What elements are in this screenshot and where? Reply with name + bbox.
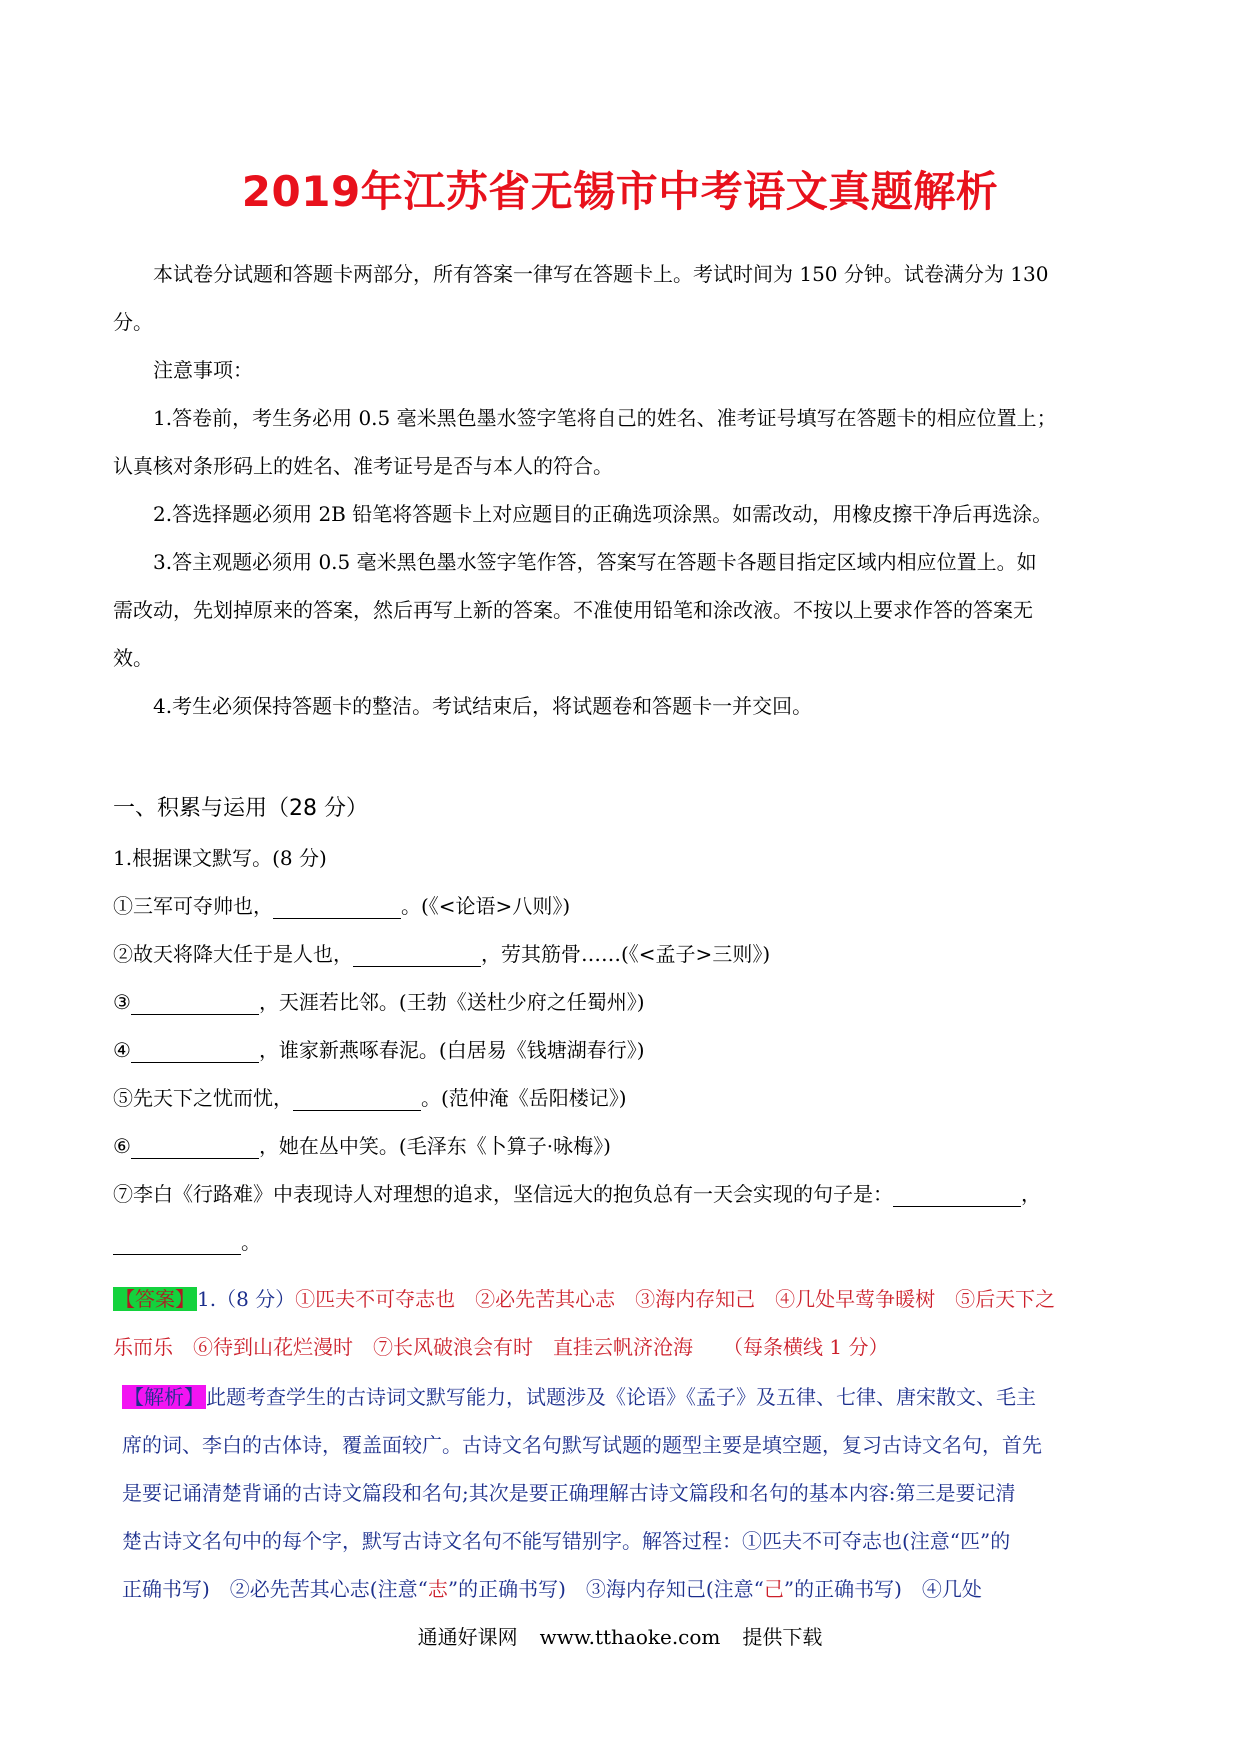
notice-1-line2: 认真核对条形码上的姓名、准考证号是否与本人的符合。	[113, 454, 613, 478]
footer-note: 提供下载	[742, 1625, 823, 1649]
notice-3-line3: 效。	[113, 646, 153, 670]
question-item-7: ⑦李白《行路难》中表现诗人对理想的追求，坚信远大的抱负总有一天会实现的句子是： ，	[113, 1170, 1135, 1218]
notice-4: 4.考生必须保持答题卡的整洁。考试结束后，将试题卷和答题卡一并交回。	[153, 694, 813, 718]
answer-block	[113, 1275, 1135, 1371]
notice-3-line2: 需改动，先划掉原来的答案，然后再写上新的答案。不准使用铅笔和涂改液。不按以上要求作答的答案无	[113, 598, 1033, 622]
answer-blank	[131, 1034, 259, 1063]
page-title: 2019年江苏省无锡市中考语文真题解析	[241, 167, 999, 216]
answer-blank	[893, 1178, 1021, 1207]
question-item-1: ①三军可夺帅也， 。(《<论语>八则》)	[113, 882, 1135, 930]
analysis-tag: 【解析】	[124, 1385, 204, 1409]
answer-blank	[293, 1082, 421, 1111]
notice-heading: 注意事项：	[153, 358, 253, 382]
notice-3-line1: 3.答主观题必须用 0.5 毫米黑色墨水签字笔作答，答案写在答题卡各题目指定区域内相应位置上。如	[153, 550, 1037, 574]
question-item-4: ④ ，谁家新燕啄春泥。(白居易《钱塘湖春行》)	[113, 1026, 1135, 1074]
analysis-line-4: 楚古诗文名句中的每个字，默写古诗文名句不能写错别字。解答过程：①匹夫不可夺志也(注意“匹”的	[122, 1529, 1011, 1553]
answer-line-2: 乐而乐 ⑥待到山花烂漫时 ⑦长风破浪会有时 直挂云帆济沧海 （每条横线 1 分）	[113, 1335, 889, 1359]
answer-text: ①匹夫不可夺志也 ②必先苦其心志 ③海内存知己 ④几处早莺争暖树 ⑤后天下之	[295, 1287, 1056, 1311]
question-item-7-cont: 。	[113, 1218, 1135, 1266]
question-1-heading: 1.根据课文默写。(8 分)	[113, 846, 327, 870]
answer-blank	[131, 1130, 259, 1159]
notice-2: 2.答选择题必须用 2B 铅笔将答题卡上对应题目的正确选项涂黑。如需改动，用橡皮擦干净后再选涂。	[153, 502, 1053, 526]
analysis-line-3: 是要记诵清楚背诵的古诗文篇段和名句;其次是要正确理解古诗文篇段和名句的基本内容:第三是要记清	[122, 1481, 1016, 1505]
footer-url-link[interactable]: www.tthaoke.com	[539, 1625, 721, 1649]
answer-line-1	[113, 1275, 1135, 1323]
analysis-line-5: 正确书写) ②必先苦其心志(注意“志”的正确书写) ③海内存知己(注意“己”的正确书写) ④几处	[122, 1577, 982, 1601]
answer-blank	[113, 1226, 241, 1255]
intro-paragraph-line1: 本试卷分试题和答题卡两部分，所有答案一律写在答题卡上。考试时间为 150 分钟。试卷满分为 130	[153, 262, 1049, 286]
notice-1-line1: 1.答卷前，考生务必用 0.5 毫米黑色墨水签字笔将自己的姓名、准考证号填写在答题卡的相应位置上；	[153, 406, 1057, 430]
intro-section	[113, 250, 1135, 730]
answer-blank	[131, 986, 259, 1015]
analysis-line-2: 席的词、李白的古体诗，覆盖面较广。古诗文名句默写试题的题型主要是填空题，复习古诗文名句，首先	[122, 1433, 1042, 1457]
section-title: 一、积累与运用（28 分）	[113, 796, 368, 821]
question-item-5: ⑤先天下之忧而忧， 。(范仲淹《岳阳楼记》)	[113, 1074, 1135, 1122]
question-item-6: ⑥ ，她在丛中笑。(毛泽东《卜算子·咏梅》)	[113, 1122, 1135, 1170]
answer-tag: 【答案】	[115, 1287, 195, 1311]
analysis-block	[122, 1373, 1135, 1613]
section-accumulation	[113, 784, 1135, 1266]
question-item-3: ③ ，天涯若比邻。(王勃《送杜少府之任蜀州》)	[113, 978, 1135, 1026]
answer-blank	[353, 938, 481, 967]
question-item-2: ②故天将降大任于是人也， ，劳其筋骨……(《<孟子>三则》)	[113, 930, 1135, 978]
footer-site-name: 通通好课网	[417, 1625, 518, 1649]
page-footer	[0, 1622, 1240, 1652]
answer-prefix: 1.（8 分）	[197, 1287, 296, 1311]
analysis-line-1: 【解析】 此题考查学生的古诗词文默写能力，试题涉及《论语》《孟子》及五律、七律、唐宋散文、毛主	[124, 1385, 1036, 1409]
answer-blank	[273, 890, 401, 919]
intro-paragraph-line2: 分。	[113, 310, 153, 334]
